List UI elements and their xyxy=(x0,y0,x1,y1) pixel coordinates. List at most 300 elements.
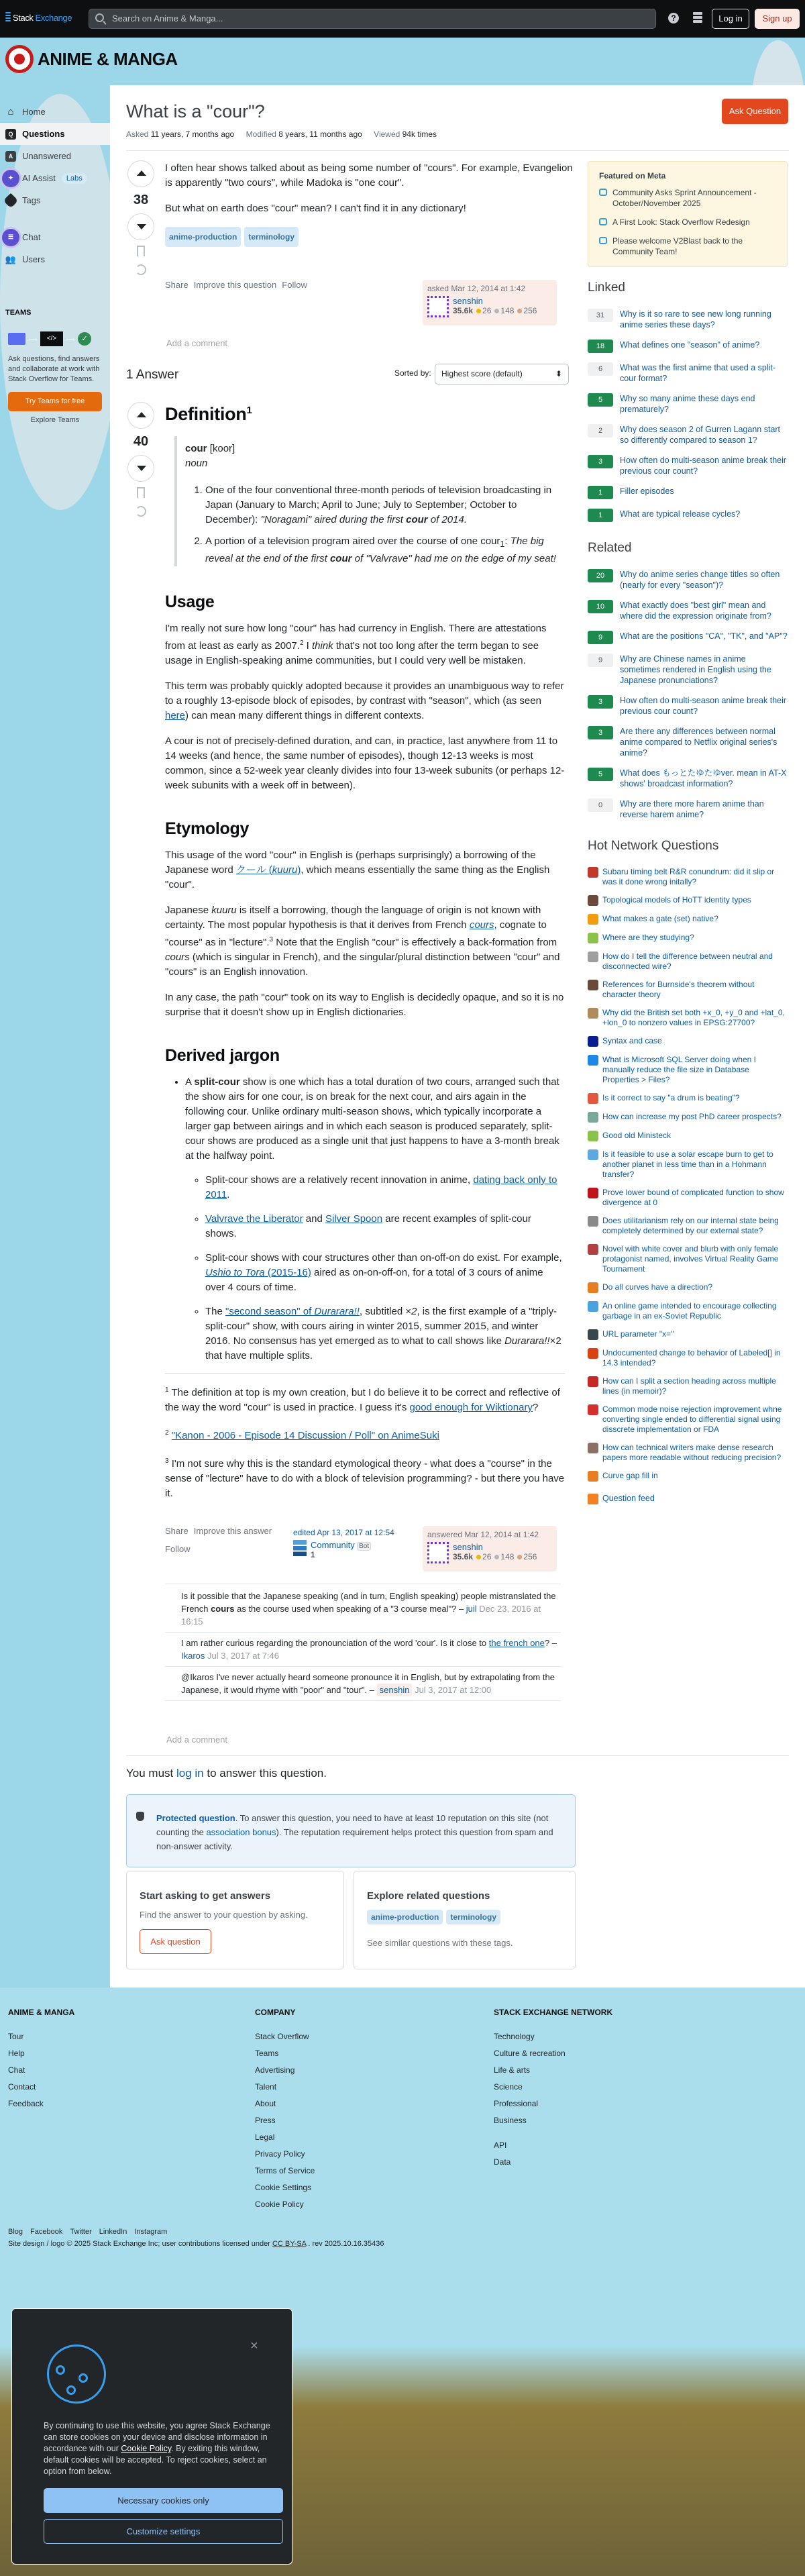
footnotes xyxy=(165,1373,565,1501)
related-question[interactable] xyxy=(588,695,788,717)
question-title[interactable]: What is a "cour"? xyxy=(126,101,265,121)
hot-question[interactable] xyxy=(588,1348,788,1368)
text: Site design / logo © 2025 Stack Exchange Inc; user contributions licensed under xyxy=(8,2240,272,2248)
hot-question-link[interactable]: URL parameter "x=" xyxy=(602,1329,674,1339)
jargon-list xyxy=(165,1075,565,1363)
question-link[interactable]: How often do multi-season anime break their previous cour count? xyxy=(620,696,787,716)
question-link[interactable]: What are typical release cycles? xyxy=(620,509,741,519)
log-in-link[interactable]: log in xyxy=(176,1767,204,1780)
comment-date[interactable]: Dec 23, 2016 at 16:15 xyxy=(181,1604,541,1627)
footnote-1 xyxy=(165,1383,565,1415)
share-link[interactable]: Share xyxy=(165,1526,189,1536)
footer-link[interactable]: Business xyxy=(494,2116,527,2125)
hot-question-link[interactable]: Does utilitarianism rely on our internal state being completely determined by our external state? xyxy=(602,1216,779,1235)
unanswered-icon: A xyxy=(5,151,16,162)
footer-col-site xyxy=(8,2008,229,2116)
hot-question[interactable] xyxy=(588,1443,788,1463)
search-placeholder: Search on Anime & Manga... xyxy=(112,13,223,23)
nav-ai-assist[interactable] xyxy=(0,167,110,189)
footer-heading[interactable]: COMPANY xyxy=(255,2008,296,2017)
divider xyxy=(126,1755,789,1756)
cours-link[interactable]: cours xyxy=(469,919,494,931)
text: that's not too long after the term began to see usage in English-speaking anime communities, but I could very well be mistaken. xyxy=(165,640,539,666)
hot-question[interactable] xyxy=(588,1149,788,1180)
hot-question[interactable] xyxy=(588,1008,788,1028)
gold-badge-icon xyxy=(476,1555,481,1559)
question-paragraph: But what on earth does "cour" mean? I can't find it in any dictionary! xyxy=(165,203,466,214)
here-link[interactable]: here xyxy=(165,710,186,721)
add-comment-link[interactable]: Add a comment xyxy=(166,338,228,348)
comment-date[interactable]: Jul 3, 2017 at 7:46 xyxy=(207,1651,280,1661)
heading-etymology: Etymology xyxy=(165,819,250,838)
signup-button[interactable]: Sign up xyxy=(755,9,800,29)
history-icon[interactable] xyxy=(136,264,146,275)
footer-link[interactable]: Feedback xyxy=(8,2099,44,2108)
comment-text: I am rather curious regarding the pronounciation of the word 'cour'. Is it close to xyxy=(181,1638,489,1648)
upvote-button[interactable] xyxy=(127,160,154,187)
question-link[interactable]: Why is it so rare to see new long running anime series these days? xyxy=(620,309,771,329)
customize-settings-button[interactable]: Customize settings xyxy=(44,2519,283,2544)
mathematica-site-icon xyxy=(588,1471,598,1482)
text: . rev 2025.10.16.35436 xyxy=(306,2240,384,2248)
hot-question[interactable] xyxy=(588,1376,788,1396)
def-text: One of the four conventional three-month periods of television broadcasting in Japan (January to March; April to June; July to September; October to December): xyxy=(205,484,552,525)
footer-link[interactable]: Chat xyxy=(8,2065,25,2075)
nav-label: Unanswered xyxy=(22,151,71,161)
space-site-icon xyxy=(588,1149,598,1160)
help-icon[interactable]: ? xyxy=(668,13,679,23)
score-badge: 31 xyxy=(588,309,613,322)
silver-spoon-link[interactable]: Silver Spoon xyxy=(325,1213,383,1225)
hot-question[interactable] xyxy=(588,867,788,887)
comment-date[interactable]: Jul 3, 2017 at 12:00 xyxy=(415,1685,492,1695)
emphasis: Durarara!! xyxy=(504,1335,550,1347)
question-link[interactable]: Why are there more harem anime than reverse harem anime? xyxy=(620,799,764,819)
search-icon xyxy=(95,13,104,22)
electronics-site-icon xyxy=(588,1404,598,1415)
def-example: The big reveal at the end of the first xyxy=(205,535,544,564)
footer-link[interactable]: Privacy Policy xyxy=(255,2149,305,2159)
score-badge: 10 xyxy=(588,600,613,613)
nav-users[interactable] xyxy=(0,248,110,270)
teams-heading: TEAMS xyxy=(5,309,32,317)
site-switcher-icon[interactable] xyxy=(693,12,702,24)
question-link[interactable]: What was the first anime that used a split-cour format? xyxy=(620,363,776,383)
hot-question[interactable] xyxy=(588,1188,788,1208)
necessary-cookies-button[interactable]: Necessary cookies only xyxy=(44,2488,283,2513)
meta-chat-icon xyxy=(599,218,607,225)
nav-label: AI Assist xyxy=(22,173,56,183)
footnote-ref: 1 xyxy=(246,405,252,416)
downvote-button[interactable] xyxy=(127,455,154,482)
footer-link[interactable]: Professional xyxy=(494,2099,539,2108)
linked-question[interactable] xyxy=(588,309,788,330)
linked-question[interactable] xyxy=(588,424,788,446)
scifi-site-icon xyxy=(588,1244,598,1255)
community-avatar[interactable] xyxy=(293,1540,307,1556)
ask-question-button[interactable]: Ask Question xyxy=(722,99,788,124)
animesuki-link[interactable]: "Kanon - 2006 - Episode 14 Discussion / Poll" on AnimeSuki xyxy=(171,1430,439,1441)
hot-question[interactable] xyxy=(588,1404,788,1435)
text: . xyxy=(227,1189,230,1200)
footer-link[interactable]: Data xyxy=(494,2157,511,2167)
text: A xyxy=(185,1076,195,1088)
text: By continuing to use this website, you agree Stack Exchange can store cookies on your device and disclose information in accordance with our xyxy=(44,2421,270,2453)
footer-col-company xyxy=(255,2008,476,2216)
question-link[interactable]: How often do multi-season anime break their previous cour count? xyxy=(620,456,787,476)
def-pronunciation: [koor] xyxy=(209,443,235,454)
association-bonus-link[interactable]: association bonus xyxy=(206,1827,276,1837)
try-teams-button[interactable]: Try Teams for free xyxy=(8,392,102,411)
meta-item-text: Please welcome V2Blast back to the Community Team! xyxy=(612,236,743,256)
comment-user[interactable]: senshin xyxy=(377,1684,413,1696)
hot-question-link[interactable]: Good old Ministeck xyxy=(602,1131,672,1140)
meta-item[interactable] xyxy=(599,187,776,209)
social-link[interactable]: Facebook xyxy=(30,2228,63,2236)
answer-body xyxy=(165,403,565,1512)
hot-question[interactable] xyxy=(588,1131,788,1141)
academia-site-icon xyxy=(588,1112,598,1123)
text: are recent examples of split-cour shows. xyxy=(205,1213,531,1239)
hot-question-link[interactable]: Topological models of HoTT identity types xyxy=(602,895,751,905)
question-link[interactable]: Why does season 2 of Gurren Lagann start so differently compared to season 1? xyxy=(620,425,781,445)
hot-question[interactable] xyxy=(588,914,788,925)
question-link[interactable]: What are the positions "CA", "TK", and "AP"? xyxy=(620,631,788,641)
user-avatar[interactable] xyxy=(427,296,449,317)
editor-reputation: 1 xyxy=(311,1550,315,1559)
related-question[interactable] xyxy=(588,569,788,590)
related-question[interactable] xyxy=(588,768,788,789)
ell-site-icon xyxy=(588,1093,598,1104)
linked-question[interactable] xyxy=(588,486,788,499)
hot-question-link[interactable]: Is it feasible to use a solar escape burn to get to another planet in less time than in a Hohmann transfer? xyxy=(602,1149,773,1179)
asked-label: Asked xyxy=(126,130,149,139)
question-link[interactable]: Why do anime series change titles so often (nearly for every "season")? xyxy=(620,570,780,590)
text: is itself a borrowing, though the language of origin is not known with certainty. The most popular hypothesis is that it derives from French xyxy=(165,905,541,931)
hot-question-link[interactable]: How do I tell the difference between neutral and disconnected wire? xyxy=(602,951,773,971)
follow-link[interactable]: Follow xyxy=(282,280,307,290)
user-name[interactable]: senshin xyxy=(453,1542,483,1552)
connector-line xyxy=(29,339,37,340)
hot-question-link[interactable]: What is Microsoft SQL Server doing when I manually reduce the file size in Database Properties > Files? xyxy=(602,1055,756,1084)
explore-teams-link[interactable]: Explore Teams xyxy=(30,416,80,424)
answer-score: 40 xyxy=(133,434,149,449)
hot-question-link[interactable]: Do all curves have a direction? xyxy=(602,1282,713,1292)
asked-user-card xyxy=(423,280,557,325)
question-link[interactable]: Filler episodes xyxy=(620,486,674,496)
footer-social-links xyxy=(8,2228,167,2236)
hot-question-link[interactable]: How can I split a section heading across multiple lines (in memoir)? xyxy=(602,1376,776,1396)
viewed-label: Viewed xyxy=(374,130,400,139)
footer-heading[interactable]: STACK EXCHANGE NETWORK xyxy=(494,2008,613,2017)
hot-question-link[interactable]: How can increase my post PhD career prospects? xyxy=(602,1112,782,1121)
nav-tags[interactable] xyxy=(0,189,110,211)
footer-link[interactable]: Cookie Policy xyxy=(255,2200,304,2209)
quantum-site-icon xyxy=(588,914,598,925)
nav-label: Questions xyxy=(22,129,65,139)
teams-illustration xyxy=(8,331,91,346)
hot-question-link[interactable]: Why did the British set both +x_0, +y_0 and +lat_0, +lon_0 to nonzero values in EPSG:27700? xyxy=(602,1008,785,1027)
heading-definition xyxy=(165,403,565,424)
nav-unanswered[interactable] xyxy=(0,145,110,167)
text: You must xyxy=(126,1767,176,1780)
answers-count: 1 Answer xyxy=(126,368,179,382)
definition-blockquote xyxy=(174,436,565,566)
def-example: "Noragami" aired during the first xyxy=(260,514,407,525)
hot-question[interactable] xyxy=(588,1329,788,1340)
footer-link[interactable]: Culture & recreation xyxy=(494,2049,566,2058)
security-site-icon xyxy=(588,1329,598,1340)
history-icon[interactable] xyxy=(136,506,146,517)
hot-question-link[interactable]: Common mode noise rejection improvement whne converting single ended to differential signal using disscrete implementation or FDA xyxy=(602,1404,782,1434)
hot-question[interactable] xyxy=(588,1093,788,1104)
hot-question[interactable] xyxy=(588,1055,788,1085)
bronze-count: 256 xyxy=(523,1552,537,1561)
sort-select[interactable]: Highest score (default) ⬍ xyxy=(435,364,569,384)
kuuru-link[interactable]: クール (kuuru) xyxy=(235,864,301,876)
mechanics-site-icon xyxy=(588,867,598,878)
durarara-link[interactable] xyxy=(225,1306,360,1317)
def-subscript: 1 xyxy=(500,539,505,549)
hot-question-link[interactable]: References for Burnside's theorem without character theory xyxy=(602,980,755,999)
edited-date[interactable]: edited Apr 13, 2017 at 12:54 xyxy=(293,1528,394,1537)
modified-value[interactable]: 8 years, 11 months ago xyxy=(278,130,362,139)
hot-question-link[interactable]: An online game intended to encourage collecting garbage in an ex-Soviet Republic xyxy=(602,1301,777,1321)
related-question[interactable] xyxy=(588,798,788,820)
footer-heading[interactable]: ANIME & MANGA xyxy=(8,2008,75,2017)
footer-link[interactable]: Advertising xyxy=(255,2065,295,2075)
improve-answer-link[interactable]: Improve this answer xyxy=(193,1526,272,1536)
brand-text: Stack xyxy=(13,12,34,23)
hot-question-link[interactable]: Undocumented change to behavior of Labeled[] in 14.3 intended? xyxy=(602,1348,781,1368)
answer-paragraph xyxy=(165,679,565,723)
link-text: kuuru xyxy=(272,864,298,876)
nav-home[interactable] xyxy=(0,101,110,123)
nav-chat[interactable] xyxy=(0,226,110,248)
score-badge: 3 xyxy=(588,695,613,709)
bold-term: split-cour xyxy=(194,1076,240,1088)
hot-question[interactable] xyxy=(588,895,788,906)
tex-site-icon xyxy=(588,1376,598,1387)
footer-link[interactable]: Science xyxy=(494,2082,523,2092)
footer-link[interactable]: Life & arts xyxy=(494,2065,531,2075)
linked-question[interactable] xyxy=(588,455,788,476)
hot-question[interactable] xyxy=(588,933,788,943)
hot-question-link[interactable]: Is it correct to say "a drum is beating"? xyxy=(602,1093,740,1102)
footer-link[interactable]: Teams xyxy=(255,2049,279,2058)
hot-question[interactable] xyxy=(588,980,788,1000)
linked-question[interactable] xyxy=(588,393,788,415)
check-icon: ✓ xyxy=(78,332,91,346)
comment-user[interactable]: juil xyxy=(466,1604,477,1614)
upvote-button[interactable] xyxy=(127,402,154,429)
math-site-icon xyxy=(588,1188,598,1198)
improve-question-link[interactable]: Improve this question xyxy=(193,280,277,290)
share-link[interactable]: Share xyxy=(165,280,189,290)
stackexchange-logo[interactable] xyxy=(5,12,72,23)
jargon-subitem xyxy=(205,1251,565,1295)
anime-manga-emblem-icon xyxy=(5,45,34,73)
protected-question-link[interactable]: Protected question xyxy=(156,1813,235,1823)
cookie-consent-dialog xyxy=(11,2308,292,2565)
tag-terminology[interactable]: terminology xyxy=(244,227,299,247)
jargon-sublist xyxy=(185,1173,565,1363)
footer-link[interactable]: Technology xyxy=(494,2032,535,2041)
linked-question[interactable] xyxy=(588,340,788,353)
footer-col-network xyxy=(494,2008,715,2174)
linked-question[interactable] xyxy=(588,509,788,522)
text: . By exiting this window, default cookies will be accepted. To reject cookies, select an option from below. xyxy=(44,2444,267,2476)
hot-question[interactable] xyxy=(588,1112,788,1123)
social-link[interactable]: Instagram xyxy=(134,2228,168,2236)
social-link[interactable]: Blog xyxy=(8,2228,23,2236)
question-link[interactable]: What defines one "season" of anime? xyxy=(620,340,760,350)
hot-question-link[interactable]: Novel with white cover and blurb with only female protagonist named, involves Virtual Reality Game Tournament xyxy=(602,1244,779,1274)
french-pronunciation-link[interactable]: the french one xyxy=(488,1638,545,1648)
footer-link[interactable]: Help xyxy=(8,2049,25,2058)
tag-anime-production[interactable]: anime-production xyxy=(367,1910,443,1924)
puzzling-site-icon xyxy=(588,1131,598,1141)
tag-terminology[interactable]: terminology xyxy=(446,1910,500,1924)
footer-link[interactable]: Press xyxy=(255,2116,276,2125)
hot-question[interactable] xyxy=(588,1036,788,1047)
jargon-item xyxy=(185,1075,565,1363)
answer-paragraph xyxy=(165,903,565,980)
mathematica-site-icon xyxy=(588,1348,598,1359)
text: ). The reputation requirement helps protect this question from spam and non-answer activity. xyxy=(156,1827,553,1851)
hot-network-list xyxy=(588,867,788,1482)
right-sidebar xyxy=(588,161,788,1504)
question-link[interactable]: What does もっとたゆたゆver. mean in AT-X shows' broadcast information? xyxy=(620,768,787,788)
valvrave-link[interactable]: Valvrave the Liberator xyxy=(205,1213,303,1225)
related-question[interactable] xyxy=(588,654,788,686)
hot-question-link[interactable]: Syntax and case xyxy=(602,1036,662,1045)
meta-item[interactable] xyxy=(599,217,776,227)
dating-back-link[interactable]: dating back only to 2011 xyxy=(205,1174,557,1200)
hot-question-link[interactable]: How can technical writers make dense research papers more readable without reducing precision? xyxy=(602,1443,782,1462)
hot-question[interactable] xyxy=(588,951,788,972)
hot-question-link[interactable]: Where are they studying? xyxy=(602,933,694,942)
question-link[interactable]: Are there any differences between normal anime compared to Netflix original series's anime? xyxy=(620,727,777,758)
add-comment-link[interactable]: Add a comment xyxy=(166,1735,228,1745)
user-avatar[interactable] xyxy=(427,1542,449,1563)
tag-anime-production[interactable]: anime-production xyxy=(165,227,241,247)
question-meta xyxy=(126,130,446,139)
puzzling-site-icon xyxy=(588,933,598,943)
bookmark-icon[interactable] xyxy=(137,487,145,498)
hot-question-link[interactable]: Subaru timing belt R&R conundrum: did it slip or was it done wrong initally? xyxy=(602,867,775,886)
gold-count: 26 xyxy=(482,306,492,315)
reputation-value: 35.6k xyxy=(453,1552,474,1561)
comment-user[interactable]: Ikaros xyxy=(181,1651,205,1661)
follow-link[interactable]: Follow xyxy=(165,1544,191,1554)
editor-name[interactable]: Community xyxy=(311,1540,355,1550)
def-example: of "Valvrave" had me on the edge of my seat! xyxy=(352,553,556,564)
text: ×2 that have multiple splits. xyxy=(205,1335,561,1361)
footer-link[interactable]: Terms of Service xyxy=(255,2166,315,2175)
cookie-policy-link[interactable]: Cookie Policy xyxy=(121,2444,172,2453)
writing-site-icon xyxy=(588,1443,598,1453)
hot-question[interactable] xyxy=(588,1216,788,1236)
question-vote-cell xyxy=(126,160,156,275)
hot-question[interactable] xyxy=(588,1282,788,1293)
footer-link[interactable]: Contact xyxy=(8,2082,36,2092)
footer-link[interactable]: About xyxy=(255,2099,276,2108)
ushio-to-tora-link[interactable] xyxy=(205,1267,311,1278)
user-reputation xyxy=(453,306,537,315)
social-link[interactable]: Twitter xyxy=(70,2228,92,2236)
ask-card xyxy=(126,1871,344,1969)
footer-link[interactable]: Tour xyxy=(8,2032,24,2041)
wiktionary-link[interactable]: good enough for Wiktionary xyxy=(409,1402,533,1413)
hot-question-link[interactable]: Prove lower bound of complicated function to show divergence at 0 xyxy=(602,1188,784,1207)
login-button[interactable]: Log in xyxy=(712,9,749,29)
social-link[interactable]: LinkedIn xyxy=(99,2228,127,2236)
text: I'm not sure why this is the standard etymological theory - what does a "course" in the sense of "lecture" have to do with a block of television programming? - but there you have it. xyxy=(165,1458,565,1499)
definition-list xyxy=(185,483,565,566)
ask-question-button[interactable]: Ask question xyxy=(140,1929,211,1954)
divider xyxy=(126,150,789,151)
meta-item[interactable] xyxy=(599,236,776,257)
footnote-3 xyxy=(165,1454,565,1501)
question-feed-link[interactable] xyxy=(588,1494,788,1504)
feed-text: Question feed xyxy=(602,1494,655,1503)
hot-question[interactable] xyxy=(588,1471,788,1482)
hot-question-link[interactable]: What makes a gate (set) native? xyxy=(602,914,718,923)
answer-paragraph: In any case, the path "cour" took on its way to English is decidedly opaque, and so it is no surprise that it doesn't show up in English dictionaries. xyxy=(165,992,564,1018)
close-icon[interactable]: × xyxy=(250,2338,258,2353)
footer-link[interactable]: Legal xyxy=(255,2132,275,2142)
user-name[interactable]: senshin xyxy=(453,296,483,306)
hot-question-link[interactable]: Curve gap fill in xyxy=(602,1471,658,1480)
footnote-ref: 2 xyxy=(299,639,304,647)
user-reputation xyxy=(453,1552,537,1561)
users-icon: 👥 xyxy=(5,254,17,264)
footer-link[interactable]: Cookie Settings xyxy=(255,2183,312,2192)
related-question[interactable] xyxy=(588,631,788,644)
search-input[interactable] xyxy=(89,9,656,29)
site-logo[interactable] xyxy=(5,45,178,73)
hot-question[interactable] xyxy=(588,1301,788,1321)
footer-link[interactable]: Talent xyxy=(255,2082,277,2092)
link-text: クール xyxy=(235,864,266,876)
footnote-number: 3 xyxy=(165,1457,169,1465)
dba-site-icon xyxy=(588,1055,598,1066)
score-badge: 2 xyxy=(588,424,613,437)
footer-link[interactable]: Stack Overflow xyxy=(255,2032,309,2041)
downvote-button[interactable] xyxy=(127,213,154,240)
question-link[interactable]: Why so many anime these days end prematurely? xyxy=(620,394,755,414)
question-link[interactable]: Why are Chinese names in anime sometimes rendered in English using the Japanese pronunciations? xyxy=(620,654,771,685)
question-paragraph: I often hear shows talked about as being some number of "cours". For example, Evangelion is apparently "two cours", while Madoka is "one cour". xyxy=(165,162,573,189)
hot-question[interactable] xyxy=(588,1244,788,1274)
footer-link[interactable]: API xyxy=(494,2141,507,2150)
emphasis: think xyxy=(312,640,333,652)
top-bar xyxy=(0,0,805,38)
linked-question[interactable] xyxy=(588,362,788,384)
related-question[interactable] xyxy=(588,726,788,758)
heading-usage: Usage xyxy=(165,593,215,611)
bookmark-icon[interactable] xyxy=(137,246,145,256)
related-question[interactable] xyxy=(588,600,788,621)
comment xyxy=(165,1667,561,1701)
code-icon: </> xyxy=(40,331,63,346)
nav-questions[interactable] xyxy=(0,123,110,145)
bronze-badge-icon xyxy=(517,309,522,313)
left-sidebar xyxy=(0,101,110,270)
question-link[interactable]: What exactly does "best girl" mean and where did the expression originate from? xyxy=(620,601,771,621)
cc-by-sa-link[interactable]: CC BY-SA xyxy=(272,2240,307,2248)
